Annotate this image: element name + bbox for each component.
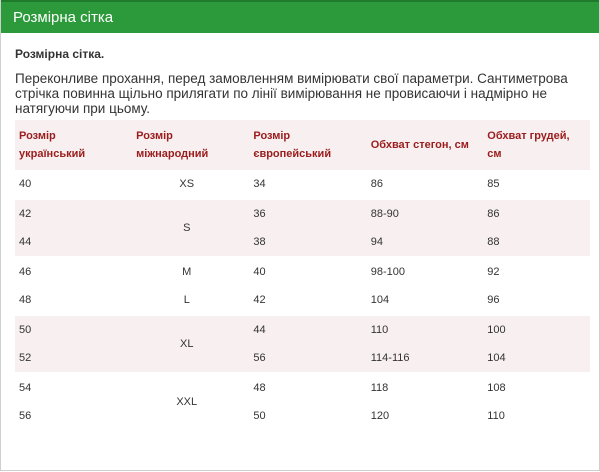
cell-eu: 44 [245, 315, 362, 344]
cell-eu: 38 [245, 228, 362, 257]
cell-hips: 94 [363, 228, 480, 257]
cell-chest: 100 [479, 315, 590, 344]
table-row [15, 170, 590, 199]
cell-ua: 48 [15, 286, 128, 315]
cell-eu: 48 [245, 373, 362, 402]
cell-hips: 86 [363, 170, 480, 199]
cell-hips: 98-100 [363, 257, 480, 286]
cell-chest: 86 [479, 199, 590, 228]
cell-eu: 34 [245, 170, 362, 199]
header-ua-size: Розмір український [15, 120, 128, 170]
table-row [15, 373, 590, 402]
size-table [15, 120, 590, 430]
header-chest: Обхват грудей, см [479, 120, 590, 170]
cell-hips: 118 [363, 373, 480, 402]
cell-intl: M [128, 257, 245, 286]
intro-paragraph: Переконливе прохання, перед замовленням вимірювати свої параметри. Сантиметрова стрічка повинна щільно прилягати по лінії вимірювання не провисаючи і надмірно не натягуючи при цьому. [15, 71, 568, 116]
table-row [15, 199, 590, 228]
table-row [15, 257, 590, 286]
cell-chest: 92 [479, 257, 590, 286]
cell-hips: 120 [363, 402, 480, 430]
cell-chest: 88 [479, 228, 590, 257]
panel-title: Розмірна сітка [13, 9, 114, 26]
cell-eu: 56 [245, 344, 362, 373]
header-intl-size: Розмір міжнародний [128, 120, 245, 170]
header-eu-size: Розмір європейський [245, 120, 362, 170]
cell-chest: 104 [479, 344, 590, 373]
cell-eu: 50 [245, 402, 362, 430]
table-header-row [15, 120, 590, 170]
cell-hips: 104 [363, 286, 480, 315]
panel-header [1, 0, 599, 33]
cell-ua: 52 [15, 344, 128, 373]
table-row [15, 344, 590, 373]
panel-content [1, 47, 599, 430]
cell-eu: 40 [245, 257, 362, 286]
cell-chest: 85 [479, 170, 590, 199]
cell-intl: XXL [128, 373, 245, 430]
cell-ua: 46 [15, 257, 128, 286]
table-row [15, 228, 590, 257]
table-row [15, 315, 590, 344]
cell-ua: 44 [15, 228, 128, 257]
content-subtitle: Розмірна сітка. [15, 47, 105, 61]
cell-ua: 40 [15, 170, 128, 199]
cell-chest: 110 [479, 402, 590, 430]
cell-hips: 110 [363, 315, 480, 344]
cell-ua: 56 [15, 402, 128, 430]
cell-chest: 96 [479, 286, 590, 315]
cell-intl: S [128, 199, 245, 257]
cell-hips: 88-90 [363, 199, 480, 228]
cell-eu: 42 [245, 286, 362, 315]
cell-intl: XL [128, 315, 245, 373]
cell-chest: 108 [479, 373, 590, 402]
cell-ua: 54 [15, 373, 128, 402]
cell-intl: L [128, 286, 245, 315]
cell-ua: 42 [15, 199, 128, 228]
cell-intl: XS [128, 170, 245, 199]
header-hips: Обхват стегон, см [363, 120, 480, 170]
cell-hips: 114-116 [363, 344, 480, 373]
cell-ua: 50 [15, 315, 128, 344]
table-row [15, 286, 590, 315]
table-row [15, 402, 590, 430]
cell-eu: 36 [245, 199, 362, 228]
